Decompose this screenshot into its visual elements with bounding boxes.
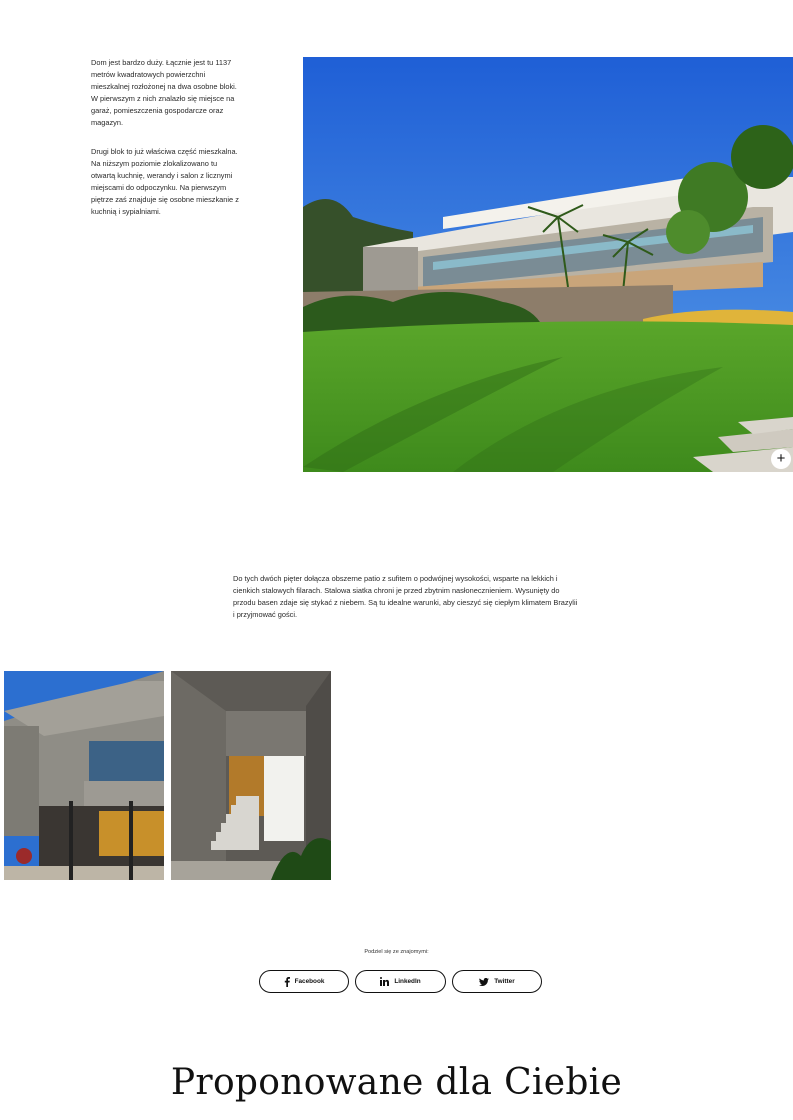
exterior-photo bbox=[4, 671, 164, 880]
intro-paragraph-2: Drugi blok to już właściwa część mieszkalna. Na niższym poziomie zlokalizowano tu otwartą kuchnię, werandy i salon z licznymi miejscami do odpoczynku. Na pierwszym piętrze zaś znajduje się osobne mieszkanie z kuchnią i sypialniami. bbox=[91, 146, 239, 217]
gallery-image-exterior[interactable] bbox=[4, 671, 164, 880]
plus-icon: + bbox=[776, 450, 786, 467]
middle-paragraph: Do tych dwóch pięter dołącza obszerne patio z sufitem o podwójnej wysokości, wsparte na lekkich i cienkich stalowych filarach. Stalowa siatka chroni je przed zbytnim nasłonecznieniem. Wysunięty do przodu basen zdaje się stykać z niebem. Są tu idealne warunki, aby cieszyć się ciepłym klimatem Brazylii i przyjmować gości. bbox=[233, 574, 578, 620]
linkedin-share-button[interactable] bbox=[355, 970, 446, 993]
share-label: Podziel się ze znajomymi: bbox=[364, 949, 429, 955]
gallery-image-stairs[interactable] bbox=[171, 671, 331, 880]
zoom-button[interactable] bbox=[771, 449, 791, 469]
middle-text bbox=[233, 573, 578, 621]
stairs-photo bbox=[171, 671, 331, 880]
recommended-title: Proponowane dla Ciebie bbox=[170, 1062, 623, 1103]
facebook-share-button[interactable] bbox=[259, 970, 349, 993]
intro-paragraph-1: Dom jest bardzo duży. Łącznie jest tu 1137 metrów kwadratowych powierzchni mieszkalnej rozłożonej na dwa osobne bloki. W pierwszym z nich znalazło się miejsce na garaż, pomieszczenia gospodarcze oraz magazyn. bbox=[91, 58, 237, 128]
twitter-share-button[interactable] bbox=[452, 970, 542, 993]
facebook-label: Facebook bbox=[294, 978, 325, 985]
intro-text bbox=[91, 57, 241, 218]
linkedin-icon bbox=[380, 977, 389, 986]
linkedin-label: LinkedIn bbox=[394, 978, 421, 985]
twitter-label: Twitter bbox=[494, 978, 515, 985]
twitter-icon bbox=[479, 978, 489, 986]
facebook-icon bbox=[284, 977, 290, 987]
hero-photo bbox=[303, 57, 793, 472]
hero-image[interactable] bbox=[303, 57, 793, 472]
